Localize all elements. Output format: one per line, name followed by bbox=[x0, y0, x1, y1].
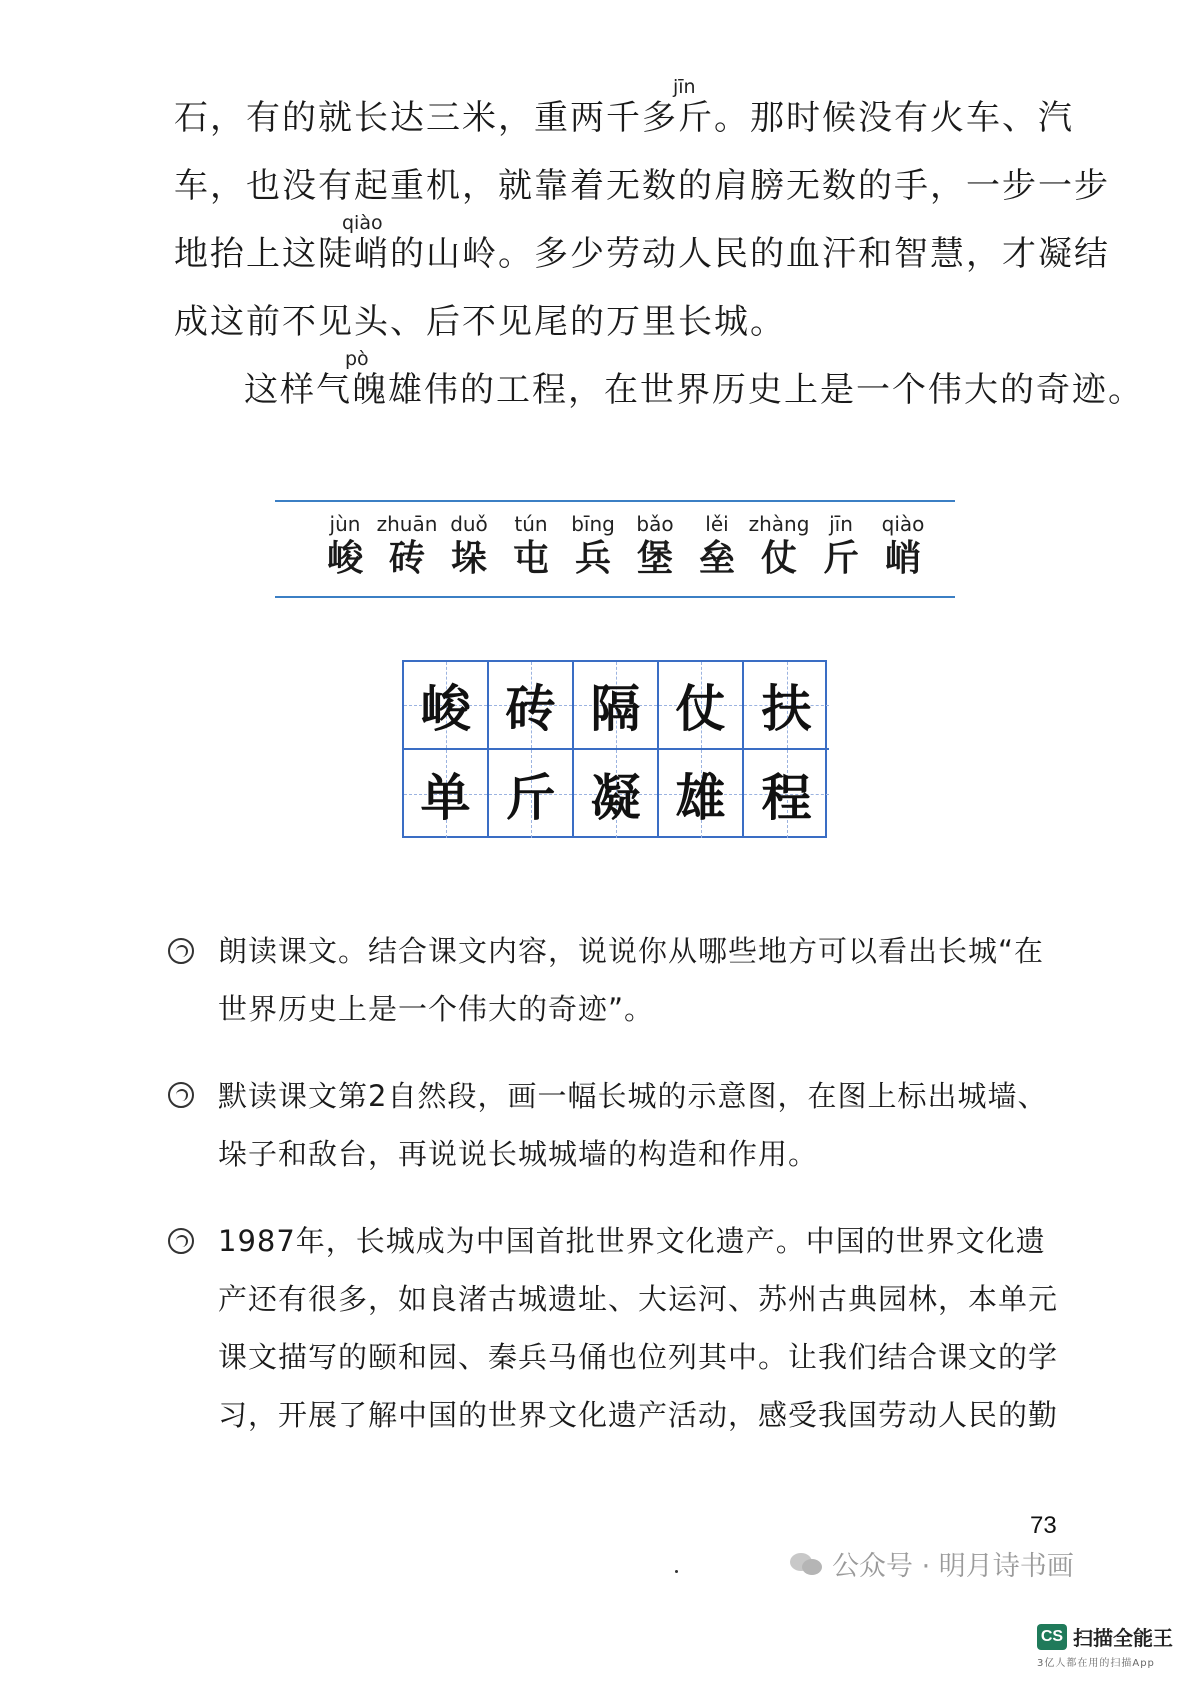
vocab-pinyin: tún bbox=[514, 512, 548, 536]
vocab-pinyin: jùn bbox=[329, 512, 361, 536]
grid-char: 程 bbox=[761, 768, 812, 827]
vocab-pinyin: lěi bbox=[705, 512, 729, 536]
watermark bbox=[790, 1544, 1074, 1583]
pinyin-annotation: qiào bbox=[342, 212, 383, 234]
vocab-item bbox=[496, 512, 566, 580]
grid-cell bbox=[659, 750, 744, 838]
grid-cell bbox=[659, 662, 744, 750]
scan-dot bbox=[675, 1570, 678, 1573]
grid-char: 扶 bbox=[761, 679, 812, 738]
question-icon bbox=[168, 938, 194, 964]
vocab-pinyin: bīng bbox=[571, 512, 615, 536]
question-line: 默读课文第2自然段，画一幅长城的示意图，在图上标出城墙、 bbox=[218, 1079, 1048, 1113]
question-line: 课文描写的颐和园、秦兵马俑也位列其中。让我们结合课文的学 bbox=[218, 1340, 1059, 1374]
vocab-item bbox=[372, 512, 442, 580]
vocab-item bbox=[682, 512, 752, 580]
grid-char: 斤 bbox=[505, 768, 556, 827]
grid-char: 雄 bbox=[675, 768, 726, 827]
writing-grid bbox=[402, 660, 827, 838]
question-icon bbox=[168, 1228, 194, 1254]
pinyin-annotation: jīn bbox=[673, 76, 696, 98]
question-line: 产还有很多，如良渚古城遗址、大运河、苏州古典园林，本单元 bbox=[218, 1282, 1059, 1316]
passage-line: 地抬上这陡峭的山岭。多少劳动人民的血汗和智慧，才凝结 bbox=[174, 234, 1110, 274]
grid-cell bbox=[489, 662, 574, 750]
scanner-subtitle: 3亿人都在用的扫描App bbox=[1037, 1658, 1155, 1669]
vocab-char: 斤 bbox=[822, 537, 859, 579]
vocab-item bbox=[744, 512, 814, 580]
grid-char: 凝 bbox=[590, 768, 641, 827]
vocab-top-rule bbox=[275, 500, 955, 502]
vocab-pinyin: duǒ bbox=[450, 512, 488, 536]
scanner-badge bbox=[1037, 1622, 1173, 1651]
passage-line: 车，也没有起重机，就靠着无数的肩膀无数的手，一步一步 bbox=[174, 166, 1110, 206]
scanner-title: 扫描全能王 bbox=[1073, 1626, 1173, 1650]
grid-char: 单 bbox=[420, 768, 471, 827]
vocab-item bbox=[620, 512, 690, 580]
question-line: 1987年，长城成为中国首批世界文化遗产。中国的世界文化遗 bbox=[218, 1224, 1046, 1258]
wechat-icon bbox=[790, 1551, 824, 1577]
question-line: 习，开展了解中国的世界文化遗产活动，感受我国劳动人民的勤 bbox=[218, 1398, 1059, 1432]
grid-char: 峻 bbox=[420, 679, 471, 738]
vocab-pinyin: zhuān bbox=[376, 512, 438, 536]
vocab-item bbox=[310, 512, 380, 580]
vocab-char: 垒 bbox=[698, 537, 735, 579]
pinyin-annotation: pò bbox=[345, 348, 369, 370]
grid-cell bbox=[404, 662, 489, 750]
grid-cell bbox=[489, 750, 574, 838]
grid-char: 隔 bbox=[590, 679, 641, 738]
grid-cell bbox=[574, 750, 659, 838]
passage-line: 石，有的就长达三米，重两千多斤。那时候没有火车、汽 bbox=[174, 98, 1074, 138]
vocab-item bbox=[806, 512, 876, 580]
vocab-char: 仗 bbox=[760, 537, 797, 579]
scanner-logo-icon: CS bbox=[1037, 1624, 1067, 1650]
vocab-char: 兵 bbox=[574, 537, 611, 579]
vocab-pinyin: zhàng bbox=[748, 512, 810, 536]
vocab-item bbox=[434, 512, 504, 580]
vocab-char: 峭 bbox=[884, 537, 921, 579]
question-line: 垛子和敌台，再说说长城城墙的构造和作用。 bbox=[218, 1137, 819, 1171]
question-line: 朗读课文。结合课文内容，说说你从哪些地方可以看出长城“在 bbox=[218, 934, 1045, 968]
vocab-item bbox=[558, 512, 628, 580]
vocab-char: 峻 bbox=[326, 537, 363, 579]
grid-char: 砖 bbox=[505, 679, 556, 738]
question-line: 世界历史上是一个伟大的奇迹”。 bbox=[218, 992, 655, 1026]
grid-cell bbox=[744, 662, 829, 750]
grid-char: 仗 bbox=[675, 679, 726, 738]
vocab-char: 砖 bbox=[388, 537, 425, 579]
grid-cell bbox=[744, 750, 829, 838]
vocab-pinyin: jīn bbox=[829, 512, 853, 536]
vocab-list bbox=[310, 512, 930, 587]
grid-cell bbox=[404, 750, 489, 838]
page-number: 73 bbox=[1030, 1512, 1057, 1539]
vocab-pinyin: qiào bbox=[881, 512, 925, 536]
grid-cell bbox=[574, 662, 659, 750]
vocab-pinyin: bǎo bbox=[636, 512, 674, 536]
watermark-text: 公众号 · 明月诗书画 bbox=[832, 1551, 1074, 1582]
passage-line: 成这前不见头、后不见尾的万里长城。 bbox=[174, 302, 786, 342]
passage-line: 这样气魄雄伟的工程，在世界历史上是一个伟大的奇迹。 bbox=[244, 370, 1144, 410]
vocab-char: 屯 bbox=[512, 537, 549, 579]
vocab-bottom-rule bbox=[275, 596, 955, 598]
vocab-item bbox=[868, 512, 938, 580]
question-icon bbox=[168, 1082, 194, 1108]
vocab-char: 堡 bbox=[636, 537, 673, 579]
vocab-char: 垛 bbox=[450, 537, 487, 579]
